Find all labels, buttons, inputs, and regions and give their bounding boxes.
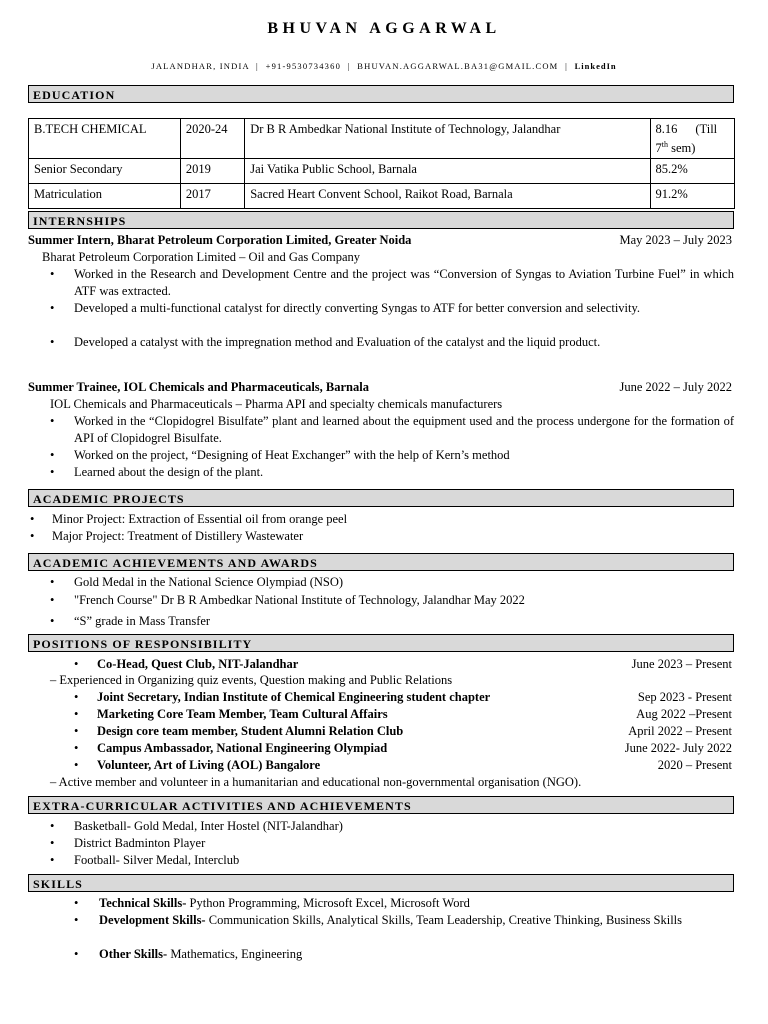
bullet-icon: • xyxy=(50,301,55,315)
project-item: Minor Project: Extraction of Essential oil from orange peel xyxy=(52,512,348,526)
position-role: Volunteer, Art of Living (AOL) Bangalore xyxy=(97,758,321,772)
skill-item: Technical Skills- Python Programming, Microsoft Excel, Microsoft Word xyxy=(99,896,470,910)
extra-item: Football- Silver Medal, Interclub xyxy=(74,853,240,867)
internship-title: Summer Intern, Bharat Petroleum Corporation Limited, Greater Noida xyxy=(28,233,412,247)
extra-item: Basketball- Gold Medal, Inter Hostel (NIT-Jalandhar) xyxy=(74,819,343,833)
position-role: Campus Ambassador, National Engineering Olympiad xyxy=(97,741,388,755)
bullet-icon: • xyxy=(50,614,55,628)
bullet-icon: • xyxy=(50,448,55,462)
bullet-icon: • xyxy=(50,836,55,850)
bullet-icon: • xyxy=(50,593,55,607)
internship-point: Learned about the design of the plant. xyxy=(74,465,264,479)
bullet-icon: • xyxy=(30,529,35,543)
bullet-icon: • xyxy=(74,913,79,927)
skill-item: Development Skills- Communication Skills, Analytical Skills, Team Leadership, Creative Thinking, Business Skills xyxy=(99,913,683,927)
bullet-icon: • xyxy=(74,724,79,738)
bullet-icon: • xyxy=(50,465,55,479)
position-dates: Aug 2022 –Present xyxy=(636,707,732,721)
table-row xyxy=(29,159,735,184)
table-row xyxy=(29,184,735,209)
bullet-icon: • xyxy=(74,896,79,910)
section-header-achievements: ACADEMIC ACHIEVEMENTS AND AWARDS xyxy=(28,553,734,571)
position-dates: 2020 – Present xyxy=(657,758,732,772)
phone: +91-9530734360 xyxy=(265,61,342,71)
position-dates: Sep 2023 - Present xyxy=(637,690,732,704)
table-row xyxy=(29,119,735,159)
bullet-icon: • xyxy=(50,819,55,833)
position-role: Co-Head, Quest Club, NIT-Jalandhar xyxy=(97,657,299,671)
edu-institute: Sacred Heart Convent School, Raikot Road, Barnala xyxy=(245,184,650,209)
bullet-icon: • xyxy=(74,741,79,755)
section-header-internships: INTERNSHIPS xyxy=(28,211,734,229)
bullet-icon: • xyxy=(74,707,79,721)
contact-line: JALANDHAR, INDIA | +91-9530734360 | BHUVAN.AGGARWAL.BA31@GMAIL.COM | LinkedIn xyxy=(151,61,617,71)
edu-year: 2019 xyxy=(180,159,244,184)
email-link[interactable]: BHUVAN.AGGARWAL.BA31@GMAIL.COM xyxy=(357,61,559,71)
position-role: Design core team member, Student Alumni Relation Club xyxy=(97,724,404,738)
section-header-projects: ACADEMIC PROJECTS xyxy=(28,489,734,507)
bullet-icon: • xyxy=(50,414,55,428)
bullet-icon: • xyxy=(74,947,79,961)
extra-item: District Badminton Player xyxy=(74,836,206,850)
internship-company: Bharat Petroleum Corporation Limited – Oil and Gas Company xyxy=(42,250,360,264)
position-dates: June 2023 – Present xyxy=(631,657,732,671)
internship-title: Summer Trainee, IOL Chemicals and Pharmaceuticals, Barnala xyxy=(28,380,369,394)
position-note: – Experienced in Organizing quiz events, Question making and Public Relations xyxy=(50,673,453,687)
achievement-item: "French Course" Dr B R Ambedkar National Institute of Technology, Jalandhar May 2022 xyxy=(74,593,525,607)
education-table xyxy=(28,118,735,209)
project-item: Major Project: Treatment of Distillery Wastewater xyxy=(52,529,304,543)
internship-point: Worked in the “Clopidogrel Bisulfate” plant and learned about the equipment used and the process undergone for the formation of API of Clopidogrel Bisulfate. xyxy=(74,414,734,445)
section-header-extra: EXTRA-CURRICULAR ACTIVITIES AND ACHIEVEMENTS xyxy=(28,796,734,814)
edu-year: 2020-24 xyxy=(180,119,244,159)
internship-point: Worked in the Research and Development Centre and the project was “Conversion of Syngas to Aviation Turbine Fuel” in which ATF was extracted. xyxy=(74,267,734,298)
position-dates: June 2022- July 2022 xyxy=(624,741,732,755)
linkedin-link[interactable]: LinkedIn xyxy=(574,61,617,71)
position-role: Joint Secretary, Indian Institute of Chemical Engineering student chapter xyxy=(97,690,491,704)
edu-score: 91.2% xyxy=(650,184,735,209)
section-header-positions: POSITIONS OF RESPONSIBILITY xyxy=(28,634,734,652)
edu-degree: Senior Secondary xyxy=(29,159,181,184)
bullet-icon: • xyxy=(50,267,55,281)
edu-year: 2017 xyxy=(180,184,244,209)
section-header-education: EDUCATION xyxy=(28,85,734,103)
edu-institute: Dr B R Ambedkar National Institute of Technology, Jalandhar xyxy=(245,119,650,159)
internship-company: IOL Chemicals and Pharmaceuticals – Pharma API and specialty chemicals manufacturers xyxy=(50,397,503,411)
candidate-name: BHUVAN AGGARWAL xyxy=(267,20,501,37)
edu-degree: B.TECH CHEMICAL xyxy=(29,119,181,159)
edu-institute: Jai Vatika Public School, Barnala xyxy=(245,159,650,184)
internship-dates: June 2022 – July 2022 xyxy=(619,380,732,394)
bullet-icon: • xyxy=(74,758,79,772)
edu-score: 8.16 (Till 7th sem) xyxy=(650,119,735,159)
location: JALANDHAR, INDIA xyxy=(151,61,250,71)
bullet-icon: • xyxy=(50,335,55,349)
position-dates: April 2022 – Present xyxy=(628,724,732,738)
achievement-item: Gold Medal in the National Science Olympiad (NSO) xyxy=(74,575,344,589)
internship-dates: May 2023 – July 2023 xyxy=(619,233,732,247)
bullet-icon: • xyxy=(74,657,79,671)
bullet-icon: • xyxy=(30,512,35,526)
achievement-item: “S” grade in Mass Transfer xyxy=(74,614,211,628)
edu-score: 85.2% xyxy=(650,159,735,184)
internship-point: Developed a catalyst with the impregnation method and Evaluation of the catalyst and the liquid product. xyxy=(74,335,601,349)
internship-point: Developed a multi-functional catalyst for directly converting Syngas to ATF for better conversion and selectivity. xyxy=(74,301,641,315)
bullet-icon: • xyxy=(50,853,55,867)
internship-point: Worked on the project, “Designing of Heat Exchanger” with the help of Kern’s method xyxy=(74,448,510,462)
position-role: Marketing Core Team Member, Team Cultural Affairs xyxy=(97,707,388,721)
edu-degree: Matriculation xyxy=(29,184,181,209)
bullet-icon: • xyxy=(74,690,79,704)
section-header-skills: SKILLS xyxy=(28,874,734,892)
bullet-icon: • xyxy=(50,575,55,589)
skill-item: Other Skills- Mathematics, Engineering xyxy=(99,947,303,961)
position-note: – Active member and volunteer in a humanitarian and educational non-governmental organisation (NGO). xyxy=(50,775,582,789)
